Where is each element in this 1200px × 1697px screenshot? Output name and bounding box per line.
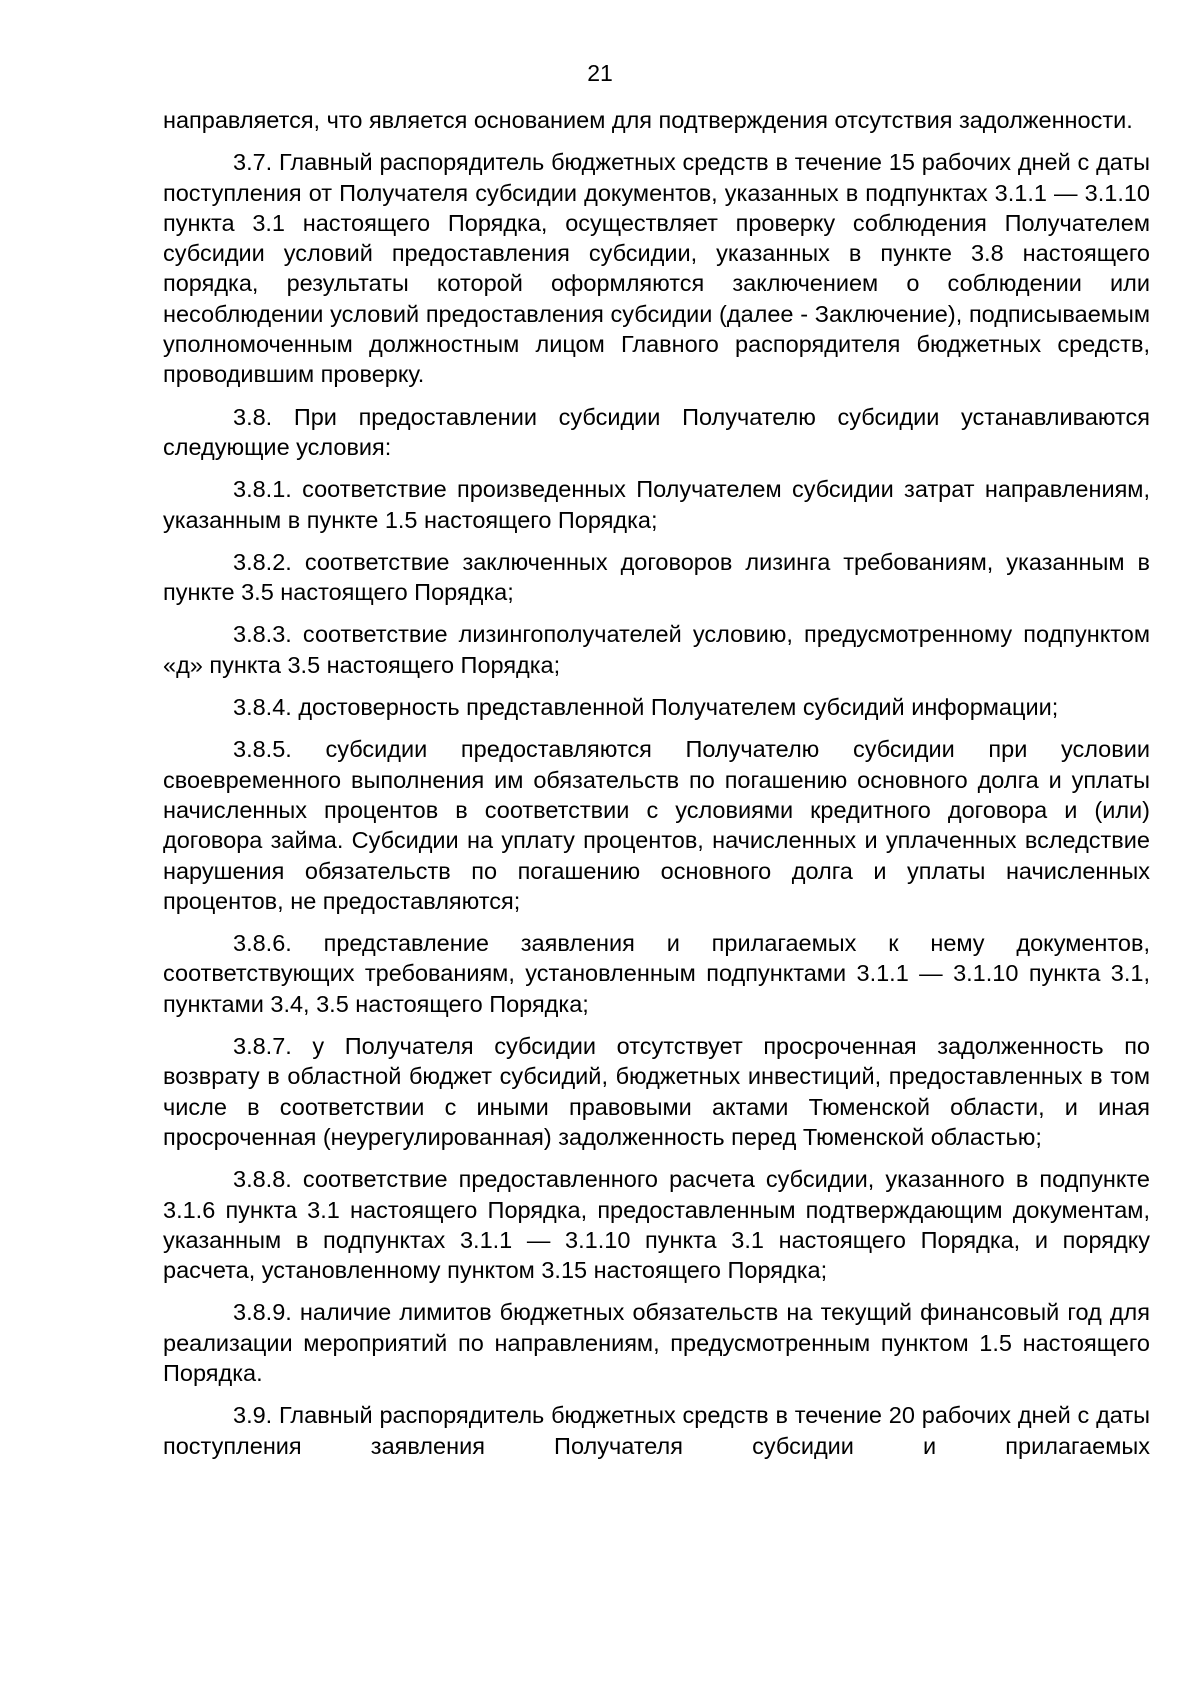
- paragraph-3-8-8: 3.8.8. соответствие предоставленного расчета субсидии, указанного в подпункте 3.1.6 пункта 3.1 настоящего Порядка, предоставленным подтверждающим документам, указанным в подпунктах 3.1.1 — 3.1.10 пункта 3.1 настоящего Порядка, и порядку расчета, установленному пунктом 3.15 настоящего Порядка;: [163, 1166, 1150, 1284]
- paragraph-3-7: 3.7. Главный распорядитель бюджетных средств в течение 15 рабочих дней с даты поступления от Получателя субсидии документов, указанных в подпунктах 3.1.1 — 3.1.10 пункта 3.1 настоящего Порядка, осуществляет проверку соблюдения Получателем субсидии условий предоставления субсидии, указанных в пункте 3.8 настоящего порядка, результаты которой оформляются заключением о соблюдении или несоблюдении условий предоставления субсидии (далее - Заключение), подписываемым уполномоченным должностным лицом Главного распорядителя бюджетных средств, проводившим проверку.: [163, 149, 1150, 388]
- paragraph-continuation: направляется, что является основанием для подтверждения отсутствия задолженности.: [163, 107, 1133, 133]
- paragraph-3-8-2: 3.8.2. соответствие заключенных договоров лизинга требованиям, указанным в пункте 3.5 настоящего Порядка;: [163, 548, 1150, 606]
- page-number: 21: [587, 60, 613, 86]
- paragraph-3-8-1: 3.8.1. соответствие произведенных Получателем субсидии затрат направлениям, указанным в пункте 1.5 настоящего Порядка;: [163, 476, 1150, 533]
- paragraph-3-8-6: 3.8.6. представление заявления и прилагаемых к нему документов, соответствующих требованиям, установленным подпунктами 3.1.1 — 3.1.10 пункта 3.1, пунктами 3.4, 3.5 настоящего Порядка;: [163, 930, 1150, 1017]
- paragraph-3-8-5: 3.8.5. субсидии предоставляются Получателю субсидии при условии своевременного выполнения им обязательств по погашению основного долга и уплаты начисленных процентов в соответствии с условиями кредитного договора и (или) договора займа. Субсидии на уплату процентов, начисленных и уплаченных вследствие нарушения обязательств по погашению основного долга и уплаты начисленных процентов, не предоставляются;: [163, 736, 1150, 914]
- document-body: [163, 105, 1150, 1461]
- paragraph-3-8-3: 3.8.3. соответствие лизингополучателей условию, предусмотренному подпунктом «д» пункта 3.5 настоящего Порядка;: [163, 621, 1150, 678]
- paragraph-3-8-9: 3.8.9. наличие лимитов бюджетных обязательств на текущий финансовый год для реализации мероприятий по направлениям, предусмотренным пунктом 1.5 настоящего Порядка.: [163, 1299, 1150, 1386]
- paragraph-3-9: 3.9. Главный распорядитель бюджетных средств в течение 20 рабочих дней с даты поступления заявления Получателя субсидии и прилагаемых: [163, 1402, 1150, 1459]
- paragraph-3-8-7: 3.8.7. у Получателя субсидии отсутствует просроченная задолженность по возврату в областной бюджет субсидий, бюджетных инвестиций, предоставленных в том числе в соответствии с иными правовыми актами Тюменской области, и иная просроченная (неурегулированная) задолженность перед Тюменской областью;: [163, 1033, 1150, 1150]
- paragraph-3-8: 3.8. При предоставлении субсидии Получателю субсидии устанавливаются следующие условия:: [163, 403, 1150, 460]
- paragraph-3-8-4: 3.8.4. достоверность представленной Получателем субсидий информации;: [233, 694, 1059, 721]
